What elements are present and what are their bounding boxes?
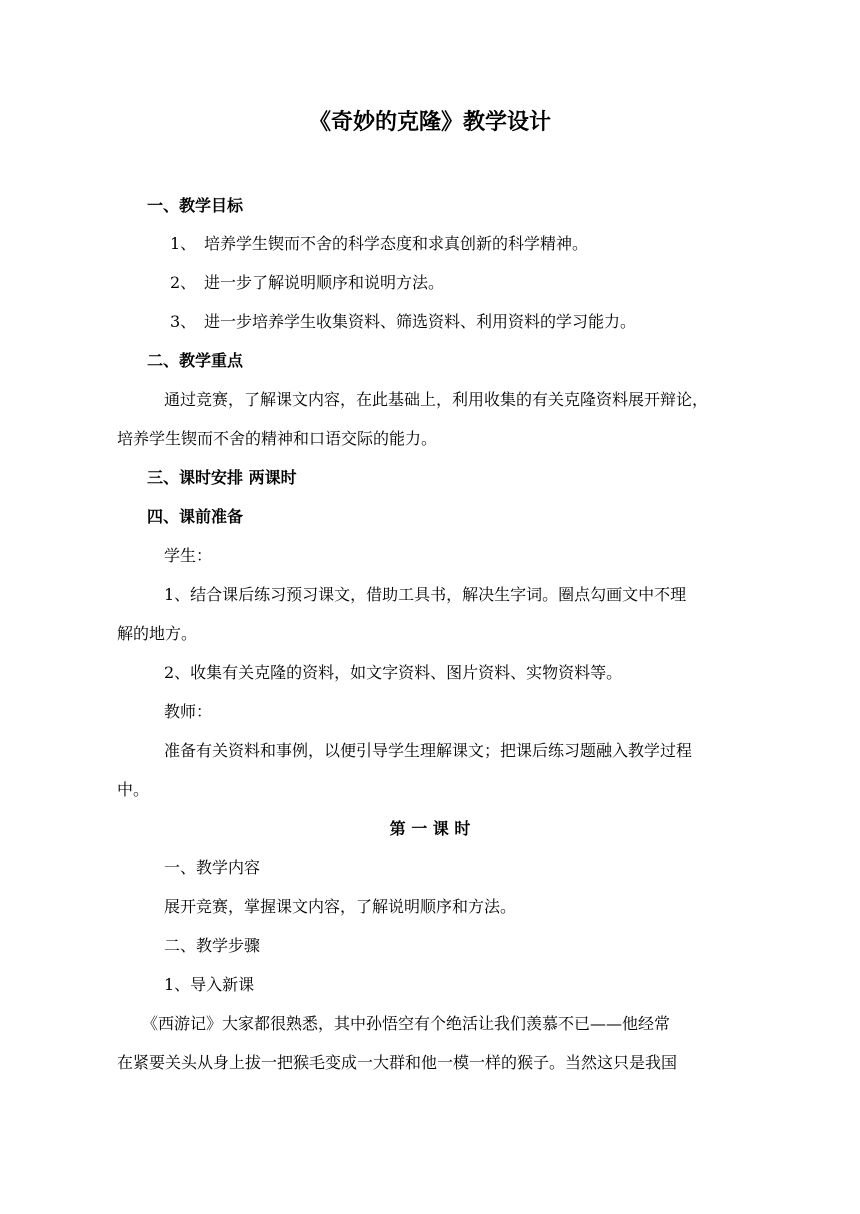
key-points-paragraph-line: 通过竞赛，了解课文内容，在此基础上，利用收集的有关克隆资料展开辩论， — [164, 390, 709, 409]
objective-text: 进一步了解说明顺序和说明方法。 — [204, 273, 445, 292]
objective-item — [170, 233, 588, 255]
lesson-content-heading: 一、教学内容 — [164, 858, 261, 877]
preparation-item-line: 1、结合课后练习预习课文，借助工具书，解决生字词。圈点勾画文中不理 — [164, 585, 687, 604]
objective-text: 培养学生锲而不舍的科学态度和求真创新的科学精神。 — [204, 234, 589, 253]
preparation-item-line: 解的地方。 — [117, 624, 198, 643]
section-heading-objectives: 一、教学目标 — [147, 196, 244, 215]
objective-number: 2、 — [170, 273, 197, 292]
lesson-step-item: 1、导入新课 — [164, 975, 255, 994]
objective-item — [170, 311, 636, 333]
section-heading-preparation: 四、课前准备 — [147, 507, 244, 526]
preparation-item-line: 2、收集有关克隆的资料，如文字资料、图片资料、实物资料等。 — [164, 663, 623, 682]
objective-item — [170, 272, 444, 294]
section-heading-schedule: 三、课时安排 两课时 — [147, 468, 297, 487]
objective-number: 1、 — [170, 234, 197, 253]
lesson-content-text: 展开竞赛，掌握课文内容，了解说明顺序和方法。 — [164, 897, 517, 916]
lesson-steps-heading: 二、教学步骤 — [164, 936, 261, 955]
intro-paragraph-line: 在紧要关头从身上拔一把猴毛变成一大群和他一模一样的猴子。当然这只是我国 — [117, 1053, 678, 1072]
teacher-paragraph-line: 中。 — [117, 780, 150, 799]
teacher-paragraph-line: 准备有关资料和事例，以便引导学生理解课文；把课后练习题融入教学过程 — [164, 741, 693, 760]
student-label: 学生： — [164, 546, 213, 565]
document-title: 《奇妙的克隆》教学设计 — [308, 109, 551, 135]
objective-number: 3、 — [170, 312, 197, 331]
key-points-paragraph-line: 培养学生锲而不舍的精神和口语交际的能力。 — [117, 429, 438, 448]
objective-text: 进一步培养学生收集资料、筛选资料、利用资料的学习能力。 — [204, 312, 637, 331]
teacher-label: 教师： — [164, 702, 213, 721]
lesson-heading: 第 一 课 时 — [389, 819, 471, 838]
intro-paragraph-line: 《西游记》大家都很熟悉，其中孙悟空有个绝活让我们羡慕不已——他经常 — [142, 1014, 671, 1033]
section-heading-key-points: 二、教学重点 — [147, 351, 244, 370]
